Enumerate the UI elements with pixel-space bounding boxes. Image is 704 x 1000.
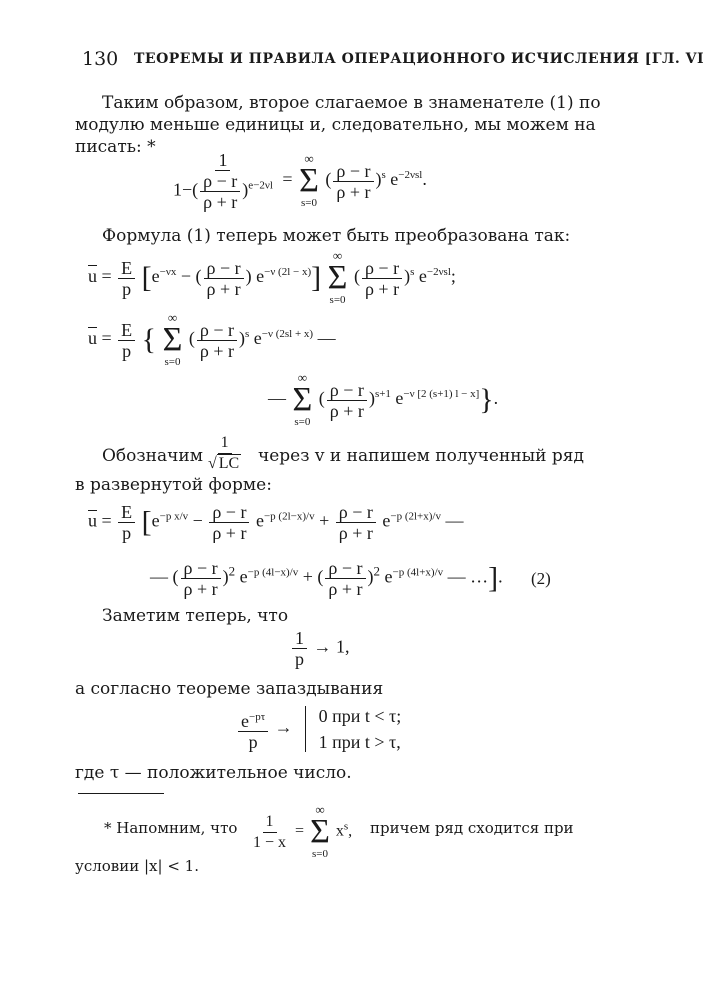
footnote-line: * Напомним, что [104, 819, 238, 837]
paragraph-line: через v и напишем полученный ряд [258, 446, 584, 466]
paragraph-line: в развернутой форме: [75, 475, 272, 495]
paragraph-line: Таким образом, второе слагаемое в знаменателе (1) по [102, 93, 601, 113]
footnote-equation: $\frac{1}{1 - x}$ = ∞ Σ s=0 $x^s$, [253, 802, 353, 860]
fraction-one-over-sqrt-lc: $\frac{1}{√ LC}$ [208, 434, 240, 472]
equation-u-transform-2: $\overline{u}$ = $\frac{E}{p}$ { ∞ Σ s=0 ( $\frac{\rho - r}{\rho + r}$ )$^s$ $e^{-\nu (2sl + x)}$ — [88, 310, 336, 368]
page-number: 130 [82, 48, 119, 70]
paragraph-line: Формула (1) теперь может быть преобразована так: [102, 226, 571, 246]
equation-geometric-series: 1 1−( $\frac{\rho - r}{\rho + r}$ )$^{e-2\nu l}$ = ∞ Σ s=0 ( $\frac{\rho - r}{\rho + r}$ )$^s$ $e^{-2\nu sl}$. [173, 150, 427, 212]
equation-expanded-series-2: — ( $\frac{\rho - r}{\rho + r}$ )$^2$ $e^{-p (4l-x)/v}$ + ( $\frac{\rho - r}{\rho + r}$ )$^2$ $e^{-p (4l+x)/v}$ — …]. [150, 558, 503, 599]
equation-delay-theorem: $\frac{e^{-p\tau}}{p}$ → 0 при t < τ; 1 при t > τ, [236, 703, 401, 755]
case-line: 0 при t < τ; [318, 706, 402, 726]
equation-one-over-p: $\frac{1}{p}$ → 1, [290, 628, 350, 669]
paragraph-line: Обозначим [102, 446, 203, 466]
paragraph-line: писать: * [75, 137, 156, 157]
equation-expanded-series-1: $\overline{u}$ = $\frac{E}{p}$ [$e^{-p x/v}$ − $\frac{\rho - r}{\rho + r}$ $e^{-p (2l-x)/v}$ + $\frac{\rho - r}{\rho + r}$ $e^{-p (2l+x)/v}$ — [88, 502, 464, 543]
equation-u-transform-1: $\overline{u}$ = $\frac{E}{p}$ [$e^{-\nu x}$ − ( $\frac{\rho - r}{\rho + r}$ ) $e^{-\nu (2l - x)}$] ∞ Σ s=0 ( $\frac{\rho - r}{\rho + r}$ )$^s$ $e^{-2\nu sl}$; [88, 248, 456, 306]
case-line: 1 при t > τ, [318, 732, 401, 752]
equation-u-transform-2-cont: — ∞ Σ s=0 ( $\frac{\rho - r}{\rho + r}$ )$^{s+1}$ $e^{-\nu [2 (s+1) l - x]}$}. [268, 370, 499, 428]
paragraph-line: модулю меньше единицы и, следовательно, мы можем на [75, 115, 596, 135]
paragraph-line: где τ — положительное число. [75, 763, 352, 783]
footnote-line: условии |x| < 1. [75, 857, 199, 875]
footnote-line: причем ряд сходится при [370, 819, 574, 837]
footnote-separator [78, 793, 164, 794]
paragraph-line: Заметим теперь, что [102, 606, 289, 626]
equation-number: (2) [531, 569, 551, 588]
running-title: ТЕОРЕМЫ И ПРАВИЛА ОПЕРАЦИОННОГО ИСЧИСЛЕНИЯ [ГЛ. VI [134, 51, 704, 67]
paragraph-line: а согласно теореме запаздывания [75, 679, 384, 699]
